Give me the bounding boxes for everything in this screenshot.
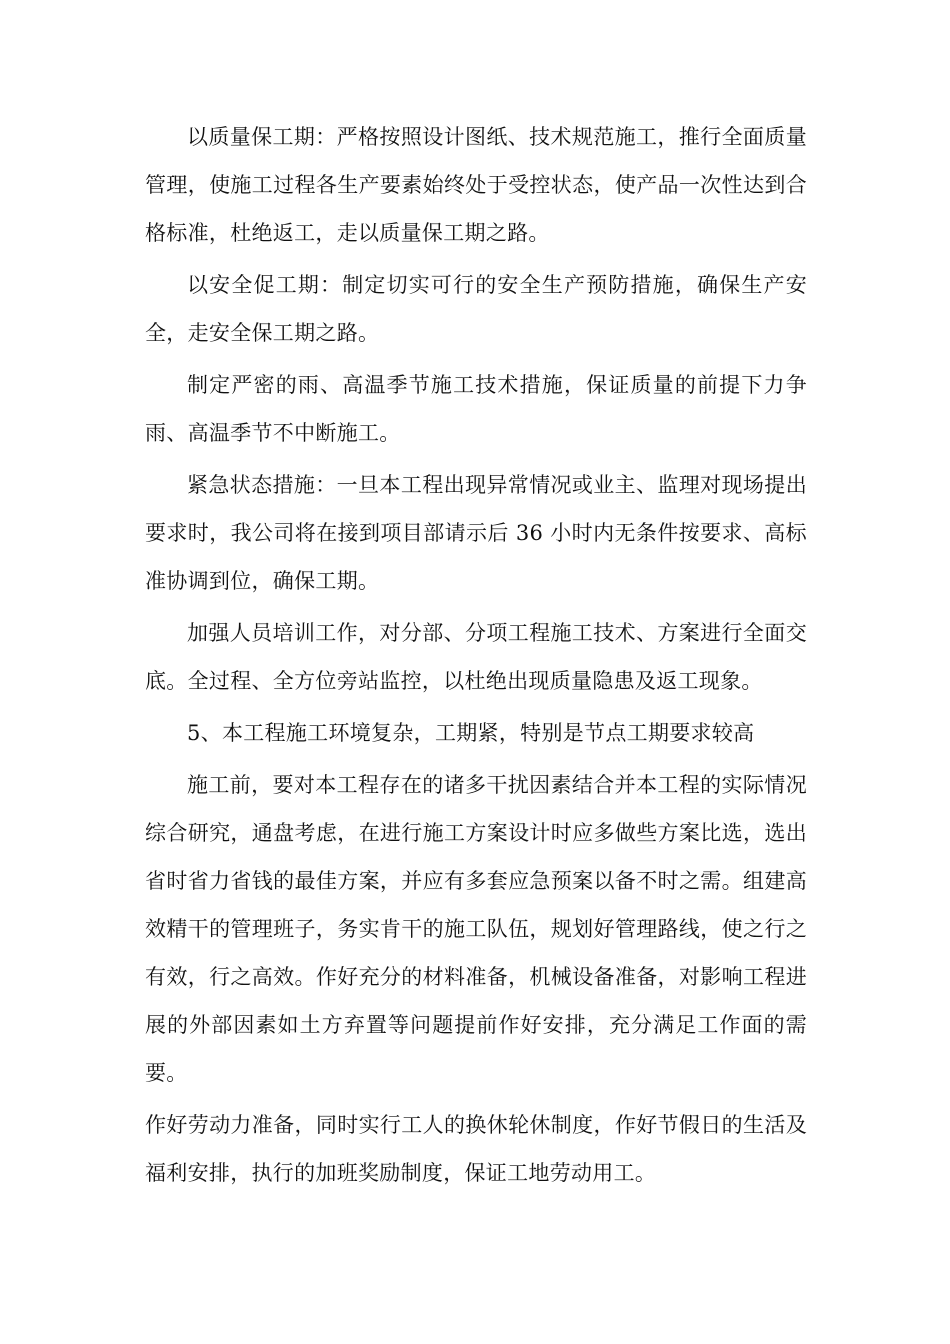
document-body	[145, 113, 807, 1201]
paragraph-staff-training: 加强人员培训工作，对分部、分项工程施工技术、方案进行全面交底。全过程、全方位旁站监控，以杜绝出现质量隐患及返工现象。	[145, 621, 807, 693]
paragraph-labor-preparation: 作好劳动力准备，同时实行工人的换休轮休制度，作好节假日的生活及福利安排，执行的加班奖励制度，保证工地劳动用工。	[145, 1113, 807, 1185]
paragraph-rain-heat-measures: 制定严密的雨、高温季节施工技术措施，保证质量的前提下力争雨、高温季节不中断施工。	[145, 373, 807, 445]
paragraph-safety-schedule: 以安全促工期：制定切实可行的安全生产预防措施，确保生产安全，走安全保工期之路。	[145, 273, 807, 345]
paragraph-pre-construction-planning: 施工前，要对本工程存在的诸多干扰因素结合并本工程的实际情况综合研究，通盘考虑，在进行施工方案设计时应多做些方案比选，选出省时省力省钱的最佳方案，并应有多套应急预案以备不时之需。组建高效精干的管理班子，务实肯干的施工队伍，规划好管理路线，使之行之有效，行之高效。作好充分的材料准备，机械设备准备，对影响工程进展的外部因素如土方弃置等问题提前作好安排，充分满足工作面的需要。	[145, 773, 807, 1085]
paragraph-quality-schedule: 以质量保工期：严格按照设计图纸、技术规范施工，推行全面质量管理，使施工过程各生产要素始终处于受控状态，使产品一次性达到合格标准，杜绝返工，走以质量保工期之路。	[145, 125, 807, 245]
paragraph-emergency-measures: 紧急状态措施：一旦本工程出现异常情况或业主、监理对现场提出要求时，我公司将在接到项目部请示后 36 小时内无条件按要求、高标准协调到位，确保工期。	[145, 473, 807, 593]
section-heading-5: 5、本工程施工环境复杂，工期紧，特别是节点工期要求较高	[187, 721, 755, 745]
